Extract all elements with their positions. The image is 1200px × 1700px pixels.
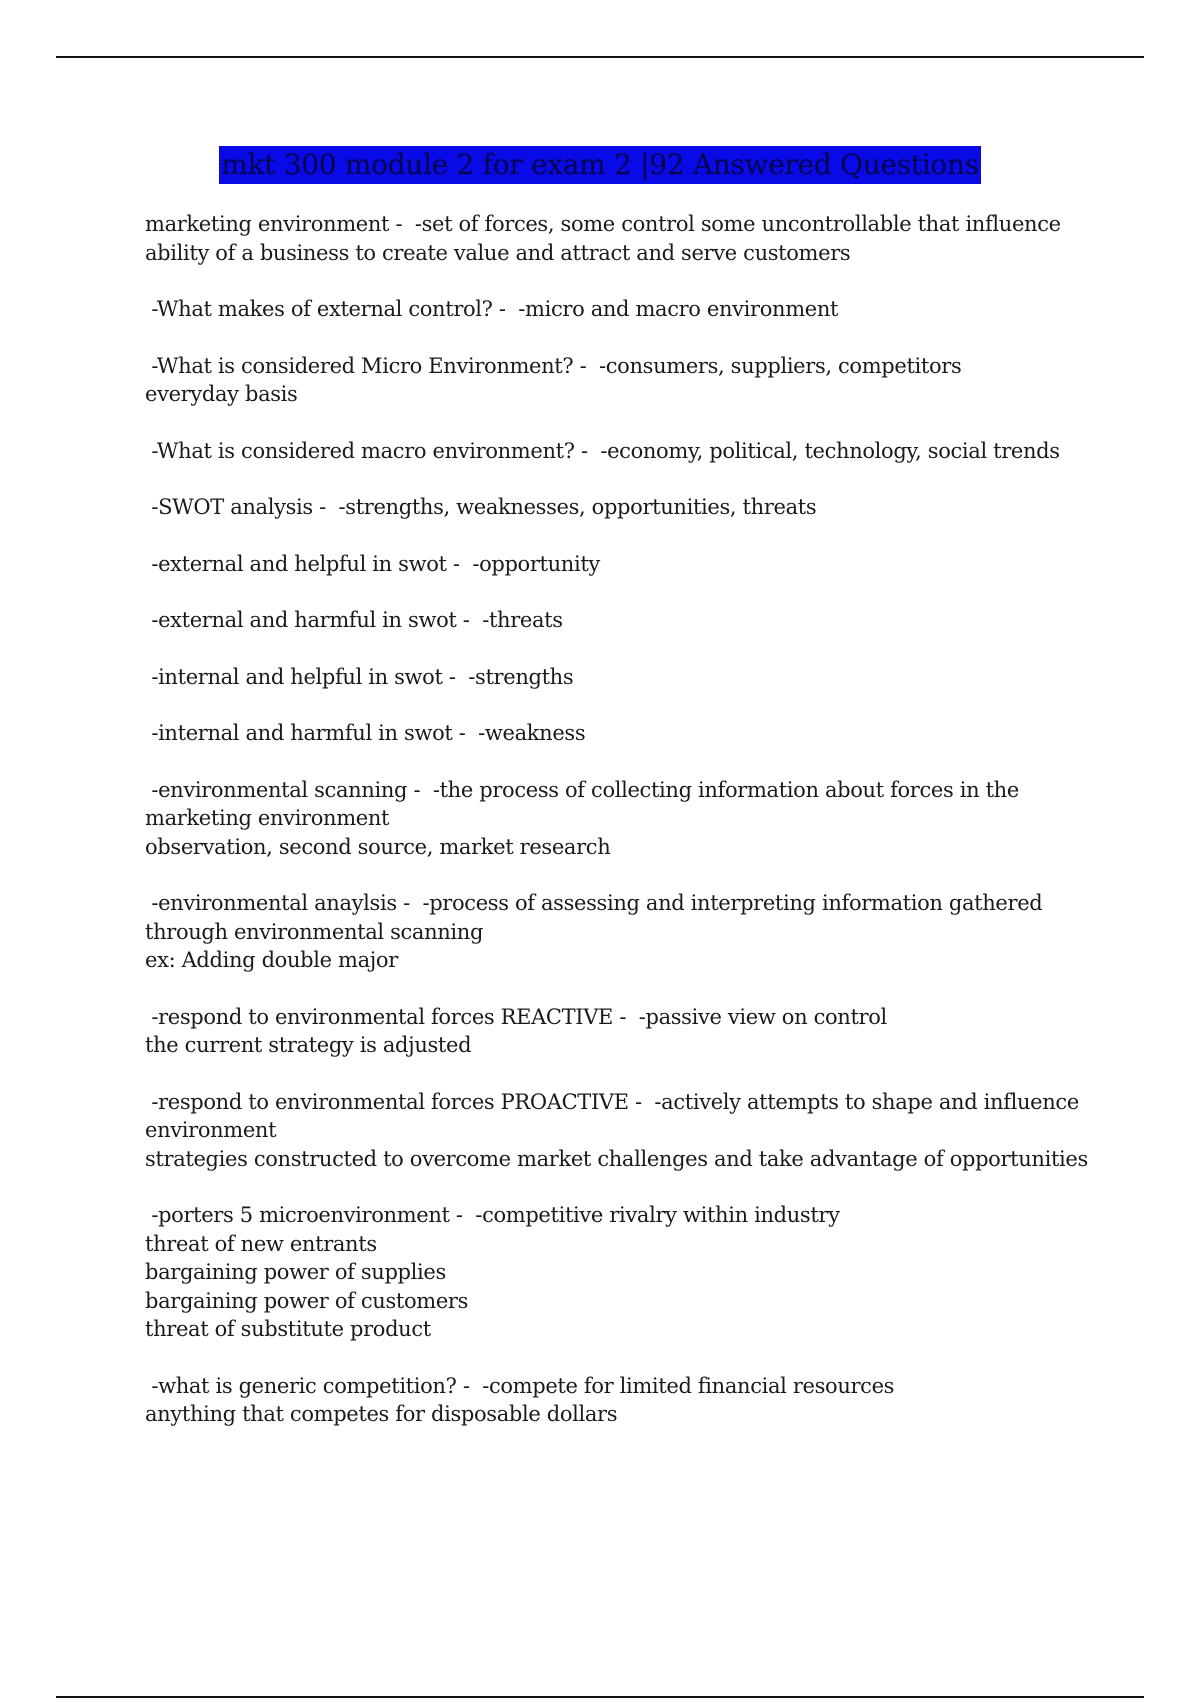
qa-entry — [145, 352, 1105, 409]
qa-entry — [145, 1372, 1105, 1429]
title-container — [0, 146, 1200, 184]
qa-entry — [145, 1201, 1105, 1344]
qa-question-line: -respond to environmental forces PROACTIVE - -actively attempts to shape and influence — [145, 1089, 1079, 1114]
qa-answer-line: the current strategy is adjusted — [145, 1033, 472, 1057]
qa-question-line: -What makes of external control? - -micro and macro environment — [145, 297, 839, 321]
qa-entry — [145, 719, 1105, 748]
qa-entry — [145, 550, 1105, 579]
qa-question-line: -porters 5 microenvironment - -competitive rivalry within industry — [145, 1203, 840, 1227]
qa-list — [145, 210, 1105, 1457]
qa-answer-line: through environmental scanning — [145, 919, 484, 944]
qa-answer-line: ex: Adding double major — [145, 948, 398, 972]
qa-answer-line: bargaining power of supplies — [145, 1260, 446, 1284]
bottom-rule — [56, 1696, 1144, 1698]
qa-question-line: -What is considered Micro Environment? - -consumers, suppliers, competitors — [145, 353, 962, 378]
qa-question-line: -environmental anaylsis - -process of assessing and interpreting information gathered — [145, 891, 1043, 915]
qa-entry — [145, 493, 1105, 522]
document-title: mkt 300 module 2 for exam 2 |92 Answered Questions — [219, 146, 981, 184]
top-rule — [56, 56, 1144, 58]
qa-entry — [145, 295, 1105, 324]
qa-answer-line: everyday basis — [145, 382, 298, 406]
qa-entry — [145, 437, 1105, 466]
qa-question-line: -external and helpful in swot - -opportunity — [145, 551, 600, 576]
qa-question-line: -internal and harmful in swot - -weakness — [145, 721, 586, 745]
qa-answer-line: threat of new entrants — [145, 1231, 377, 1256]
qa-entry — [145, 210, 1105, 267]
qa-answer-line: observation, second source, market research — [145, 834, 611, 859]
qa-entry — [145, 889, 1105, 975]
qa-answer-line: environment — [145, 1118, 277, 1142]
qa-entry — [145, 1003, 1105, 1060]
qa-question-line: -What is considered macro environment? - -economy, political, technology, social trends — [145, 438, 1060, 463]
qa-question-line: marketing environment - -set of forces, some control some uncontrollable that influence — [145, 212, 1061, 236]
qa-question-line: -environmental scanning - -the process of collecting information about forces in the — [145, 777, 1019, 802]
qa-question-line: -external and harmful in swot - -threats — [145, 608, 563, 632]
qa-question-line: -SWOT analysis - -strengths, weaknesses, opportunities, threats — [145, 495, 817, 519]
qa-entry — [145, 1088, 1105, 1174]
qa-entry — [145, 776, 1105, 862]
qa-answer-line: strategies constructed to overcome market challenges and take advantage of opportunities — [145, 1146, 1088, 1171]
qa-entry — [145, 606, 1105, 635]
qa-answer-line: ability of a business to create value and attract and serve customers — [145, 240, 851, 265]
qa-question-line: -respond to environmental forces REACTIVE - -passive view on control — [145, 1004, 887, 1029]
qa-answer-line: marketing environment — [145, 806, 390, 830]
qa-question-line: -what is generic competition? - -compete for limited financial resources — [145, 1373, 895, 1398]
qa-entry — [145, 663, 1105, 692]
qa-answer-line: anything that competes for disposable dollars — [145, 1402, 618, 1426]
qa-answer-line: threat of substitute product — [145, 1317, 431, 1341]
qa-answer-line: bargaining power of customers — [145, 1288, 469, 1313]
qa-question-line: -internal and helpful in swot - -strengths — [145, 664, 574, 689]
